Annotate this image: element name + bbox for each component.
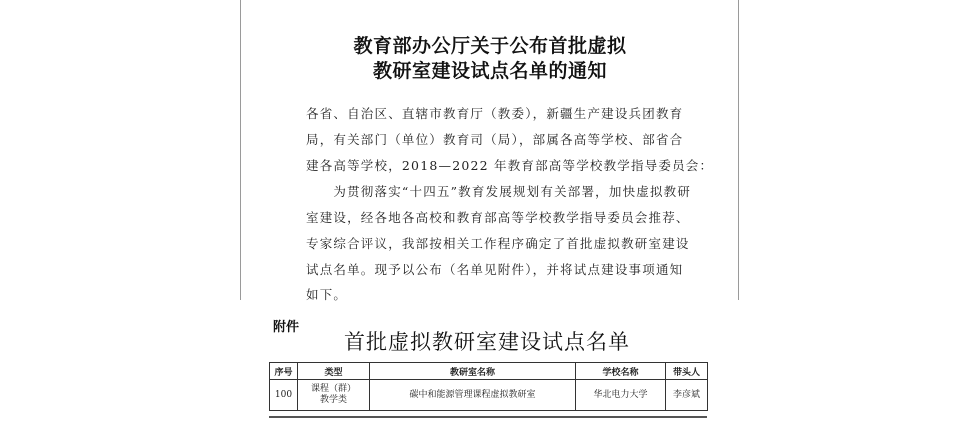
- body-line-6: 专家综合评议，我部按相关工作程序确定了首批虚拟教研室建设: [306, 236, 690, 251]
- body-line-8: 如下。: [306, 287, 348, 302]
- attachment-label: 附件: [273, 320, 300, 335]
- cell-type: [298, 380, 370, 411]
- pilot-list-table: [269, 362, 708, 411]
- cell-no: 100: [270, 380, 298, 411]
- table-header-row: [270, 363, 708, 380]
- cell-type-line-2: 教学类: [319, 395, 347, 405]
- cell-name: 碳中和能源管理课程虚拟教研室: [370, 380, 576, 411]
- cell-type-line-1: 课程（群）: [310, 384, 356, 394]
- column-header-name: 教研室名称: [370, 363, 576, 380]
- body-line-7: 试点名单。现予以公布（名单见附件），并将试点建设事项通知: [306, 262, 684, 277]
- column-header-school: 学校名称: [576, 363, 666, 380]
- cell-leader: 李彦斌: [666, 380, 708, 411]
- attachment-title: 首批虚拟教研室建设试点名单: [344, 330, 630, 354]
- notice-title-line-2: 教研室建设试点名单的通知: [372, 60, 607, 82]
- notice-title-line-1: 教育部办公厅关于公布首批虚拟: [353, 35, 627, 57]
- body-line-4: 为贯彻落实“十四五”教育发展规划有关部署，加快虚拟教研: [306, 184, 692, 199]
- body-line-5: 室建设，经各地各高校和教育部高等学校教学指导委员会推荐、: [306, 210, 690, 225]
- body-line-1: 各省、自治区、直辖市教育厅（教委），新疆生产建设兵团教育: [306, 106, 684, 121]
- table-row: [270, 380, 708, 411]
- table-bottom-rule: [269, 416, 707, 418]
- column-header-leader: 带头人: [666, 363, 708, 380]
- body-line-2: 局，有关部门（单位）教育司（局），部属各高等学校、部省合: [306, 132, 684, 147]
- body-line-3: 建各高等学校，2018—2022 年教育部高等学校教学指导委员会：: [306, 158, 714, 173]
- column-header-no: 序号: [270, 363, 298, 380]
- cell-school: 华北电力大学: [576, 380, 666, 411]
- column-header-type: 类型: [298, 363, 370, 380]
